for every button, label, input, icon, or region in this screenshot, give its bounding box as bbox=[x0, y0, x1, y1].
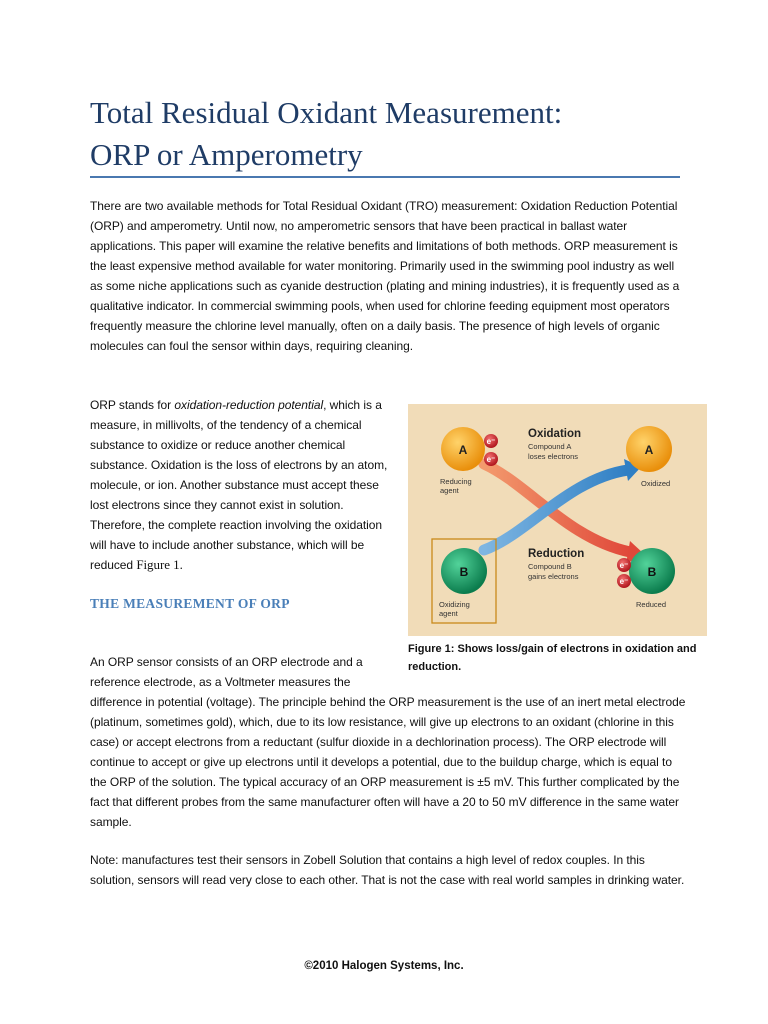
electron-4-label: e⁻ bbox=[619, 577, 629, 586]
intro-paragraph: There are two available methods for Total Residual Oxidant (TRO) measurement: Oxidation Reduction Potential (ORP) and amperometry. Until now, no amperometric sensors that have been practical in ballast water applications. This paper will examine the relative benefits and limitations of both methods. ORP measurement is the least expensive method available for water monitoring. Primarily used in the swimming pool industry as well as some niche applications such as cyanide destruction (plating and mining industries), it is frequently used as a qualitative indicator. In commercial swimming pools, when used for chlorine feeding equipment most operators frequently measure the chlorine level manually, often on a daily basis. The presence of high levels of organic molecules can foul the sensor within days, requiring cleaning. bbox=[90, 199, 680, 353]
page-title bbox=[90, 92, 660, 176]
title-line-1: Total Residual Oxidant Measurement: bbox=[90, 95, 563, 130]
oxidation-sub-1: Compound A bbox=[528, 442, 572, 451]
orp-term: oxidation-reduction potential bbox=[174, 398, 324, 412]
oxidation-sub-2: loses electrons bbox=[528, 452, 579, 461]
reducing-agent-label-1: Reducing bbox=[440, 477, 472, 486]
atom-b-right-label: B bbox=[647, 565, 657, 579]
sensor-paragraph-start: An ORP sensor consists of an ORP electrode and a reference electrode, as a Voltmeter measures the bbox=[90, 655, 363, 689]
reduced-label: Reduced bbox=[636, 600, 667, 609]
orp-text-rest: , which is a measure, in millivolts, of the tendency of a chemical substance to oxidize or reduce another chemical substance. Oxidation is the loss of electrons by an atom, molecule, or ion. Another substance must accept these lost electrons since they cannot exist in solution. Therefore, the complete reaction involving the oxidation will have to include another substance, which will be reduced bbox=[90, 398, 388, 572]
figure-caption: Figure 1: Shows loss/gain of electrons in oxidation and reduction. bbox=[408, 643, 697, 673]
orp-definition-paragraph bbox=[90, 395, 395, 575]
orp-text-start: ORP stands for bbox=[90, 398, 175, 412]
copyright-footer: ©2010 Halogen Systems, Inc. bbox=[304, 960, 464, 972]
electron-3-label: e⁻ bbox=[619, 561, 629, 570]
reduction-sub-2: gains electrons bbox=[528, 572, 579, 581]
atom-b-left-label: B bbox=[459, 565, 469, 579]
oxidizing-agent-label-1: Oxidizing bbox=[439, 600, 470, 609]
oxidizing-agent-label-2: agent bbox=[439, 609, 458, 618]
title-line-2: ORP or Amperometry bbox=[90, 137, 363, 172]
oxidized-label: Oxidized bbox=[641, 479, 671, 488]
oxidation-title: Oxidation bbox=[528, 428, 582, 440]
atom-a-right-label: A bbox=[644, 443, 654, 457]
section-heading: THE MEASUREMENT OF ORP bbox=[90, 596, 290, 611]
title-underline bbox=[90, 176, 680, 178]
sensor-paragraph-continued: difference in potential (voltage). The principle behind the ORP measurement is the use of an inert metal electrode (platinum, sometimes gold), which, due to its low resistance, will give up electrons to an oxidant (chlorine in this case) or accept electrons from a reductant (sulfur dioxide in a dechlorination process). The ORP electrode will continue to accept or give up electrons until it develops a potential, due to the buildup charge, which is equal to the ORP of the solution. The typical accuracy of an ORP measurement is ±5 mV. This further complicated by the fact that different probes from the same manufacturer often will have a 20 to 50 mV difference in the same water sample. bbox=[90, 695, 686, 829]
oxidation-reduction-figure bbox=[408, 404, 707, 636]
reduction-sub-1: Compound B bbox=[528, 562, 572, 571]
electron-2-label: e⁻ bbox=[486, 455, 496, 464]
figure-reference: Figure 1. bbox=[136, 557, 183, 572]
reduction-title: Reduction bbox=[528, 548, 585, 560]
figure-illustration bbox=[408, 404, 707, 636]
electron-1-label: e⁻ bbox=[486, 437, 496, 446]
atom-a-left-label: A bbox=[458, 443, 468, 457]
reducing-agent-label-2: agent bbox=[440, 486, 459, 495]
note-paragraph: Note: manufactures test their sensors in Zobell Solution that contains a high level of redox couples. In this solution, sensors will read very close to each other. That is not the case with real world samples in drinking water. bbox=[90, 853, 685, 887]
